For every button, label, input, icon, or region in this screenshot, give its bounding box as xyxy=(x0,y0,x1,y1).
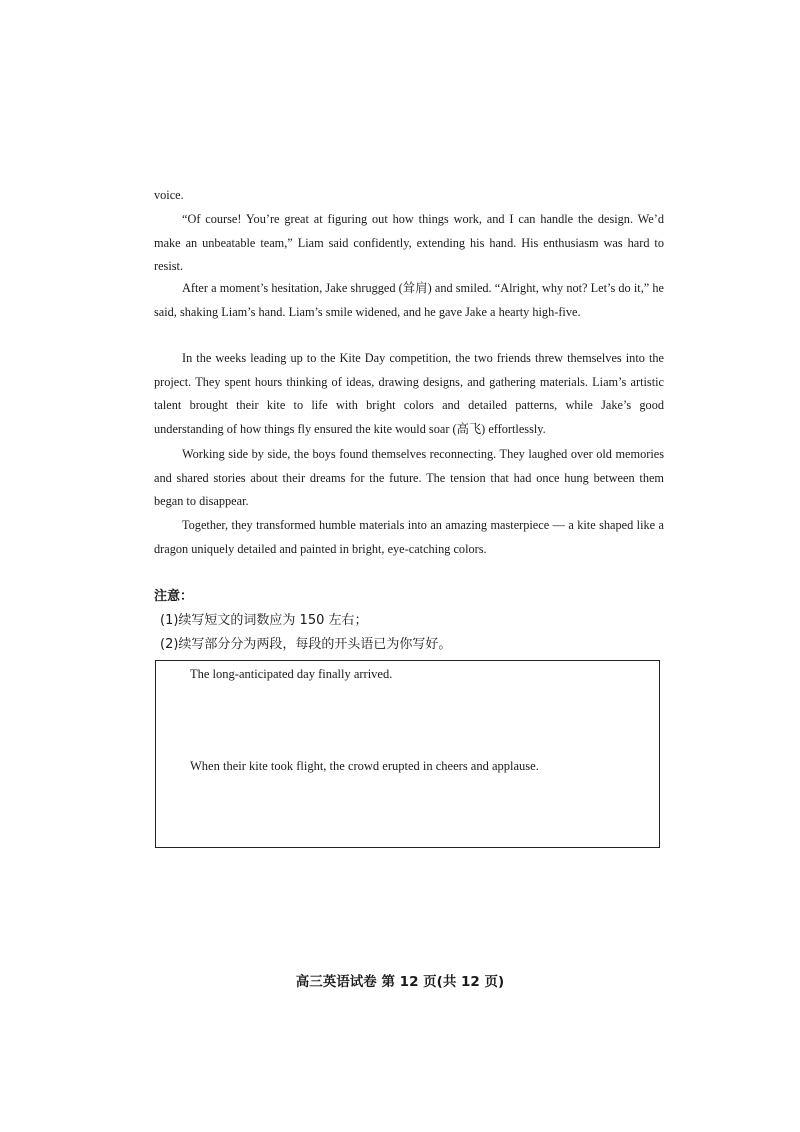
answer-box[interactable] xyxy=(155,660,660,848)
passage-paragraph-3: In the weeks leading up to the Kite Day competition, the two friends threw themselves into the project. They spent hours thinking of ideas, drawing designs, and gathering materials. Liam’s artistic talent brought their kite to life with bright colors and detailed patterns, while Jake’s good understanding of how things fly ensured the kite would soar (高飞) effortlessly. xyxy=(154,351,664,436)
note-item-2: (2)续写部分分为两段，每段的开头语已为你写好。 xyxy=(160,637,452,652)
passage-paragraph-4: Working side by side, the boys found themselves reconnecting. They laughed over old memories and shared stories about their dreams for the future. The tension that had once hung between them began to disappear. xyxy=(154,447,664,508)
paragraph-1-opening: The long-anticipated day finally arrived. xyxy=(190,667,393,681)
paragraph-2-opening: When their kite took flight, the crowd erupted in cheers and applause. xyxy=(190,759,539,773)
passage-paragraph-1: “Of course! You’re great at figuring out how things work, and I can handle the design. We’d make an unbeatable team,” Liam said confidently, extending his hand. His enthusiasm was hard to resist. xyxy=(154,212,664,273)
passage-paragraph-0: voice. xyxy=(154,188,184,202)
passage-paragraph-5: Together, they transformed humble materials into an amazing masterpiece — a kite shaped like a dragon uniquely detailed and painted in bright, eye-catching colors. xyxy=(154,518,664,556)
note-item-1: (1)续写短文的词数应为 150 左右； xyxy=(160,613,368,628)
passage-paragraph-2: After a moment’s hesitation, Jake shrugged (耸肩) and smiled. “Alright, why not? Let’s do it,” he said, shaking Liam’s hand. Liam’s smile widened, and he gave Jake a hearty high-five. xyxy=(154,281,664,319)
notes-heading: 注意： xyxy=(154,589,194,604)
page-footer: 高三英语试卷 第 12 页(共 12 页) xyxy=(295,974,505,990)
notes-section xyxy=(154,585,451,657)
